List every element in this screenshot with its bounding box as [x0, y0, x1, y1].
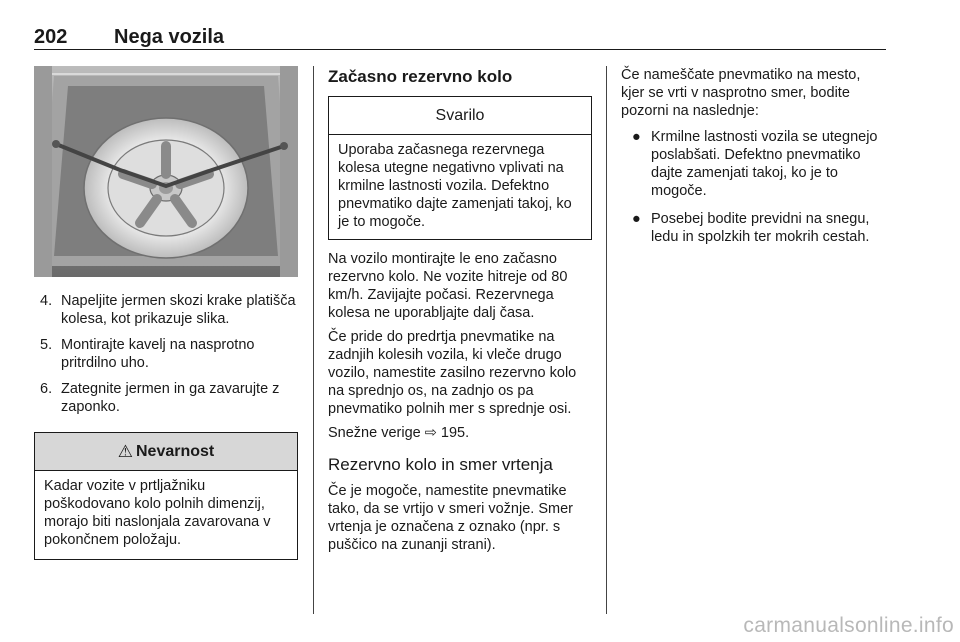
warning-box-body: Uporaba začasnega rezervnega kolesa utegne negativno vplivati na krmilne lastnosti vozila. Defektno pnevmatiko dajte zamenjati takoj, ko je to mogoče.: [338, 142, 572, 230]
spare-wheel-strap-photo: [34, 66, 298, 277]
paragraph: Če nameščate pnevmatiko na mesto, kjer se vrti v nasprotno smer, bodite pozorni na naslednje:: [621, 67, 861, 119]
column-divider: [606, 66, 607, 614]
reference-page: 195.: [440, 425, 470, 441]
cross-reference: [328, 424, 592, 442]
step-item: [40, 292, 302, 328]
warning-box-header: [329, 97, 591, 135]
watermark: carmanualsonline.info: [743, 614, 954, 637]
step-item: [40, 380, 302, 416]
page-title: Nega vozila: [114, 26, 225, 48]
danger-box-title: Nevarnost: [136, 442, 215, 460]
bullet-list: [621, 128, 887, 246]
step-number: 6.: [40, 381, 53, 397]
bullet-glyph: ●: [632, 129, 641, 145]
page-number: 202: [34, 26, 68, 48]
spare-wheel-illustration: [34, 66, 298, 277]
step-number: 4.: [40, 293, 53, 309]
danger-box: [34, 432, 298, 560]
page-header: [34, 22, 886, 50]
list-item-text: Krmilne lastnosti vozila se utegnejo poslabšati. Defektno pnevmatiko dajte zamenjati takoj, ko je to mogoče.: [651, 129, 878, 199]
column-3: [621, 66, 887, 256]
reference-text: Snežne verige: [328, 425, 421, 441]
column-2: [328, 66, 592, 554]
column-divider: [313, 66, 314, 614]
step-text: Zategnite jermen in ga zavarujte z zaponko.: [61, 381, 280, 415]
list-item: [621, 210, 887, 246]
danger-box-body: Kadar vozite v prtljažniku poškodovano kolo polnih dimenzij, morajo biti naslonjala zavarovana v pokončnem položaju.: [44, 478, 271, 548]
step-text: Montirajte kavelj na nasprotno pritrdilno uho.: [61, 337, 255, 371]
paragraph: Če pride do predrtja pnevmatike na zadnjih kolesih vozila, ki vleče drugo vozilo, namestite zasilno rezervno kolo na sprednjo os, na zadnjo os pa pnevmatiko polnih mer s sprednje osi.: [328, 329, 577, 417]
list-item-text: Posebej bodite previdni na snegu, ledu in spolzkih ter mokrih cestah.: [651, 211, 870, 245]
step-item: [40, 336, 302, 372]
step-number: 5.: [40, 337, 53, 353]
section-heading: Rezervno kolo in smer vrtenja: [328, 455, 553, 474]
reference-arrow-icon: ⇨: [424, 425, 437, 441]
step-text: Napeljite jermen skozi krake platišča kolesa, kot prikazuje slika.: [61, 293, 296, 327]
warning-box-title: Svarilo: [435, 106, 485, 124]
numbered-steps: [40, 292, 302, 424]
bullet-glyph: ●: [632, 211, 641, 227]
paragraph: Na vozilo montirajte le eno začasno rezervno kolo. Ne vozite hitreje od 80 km/h. Zavijajte počasi. Rezervnega kolesa ne uporabljajte dalj časa.: [328, 251, 568, 321]
warning-triangle-icon: ⚠: [117, 441, 133, 461]
list-item: [621, 128, 887, 200]
paragraph: Če je mogoče, namestite pnevmatike tako, da se vrtijo v smeri vožnje. Smer vrtenja je označena z oznako (npr. s puščico na zunanji strani).: [328, 483, 573, 553]
warning-box: [328, 96, 592, 240]
section-heading: Začasno rezervno kolo: [328, 67, 513, 86]
danger-box-header: [35, 433, 297, 471]
